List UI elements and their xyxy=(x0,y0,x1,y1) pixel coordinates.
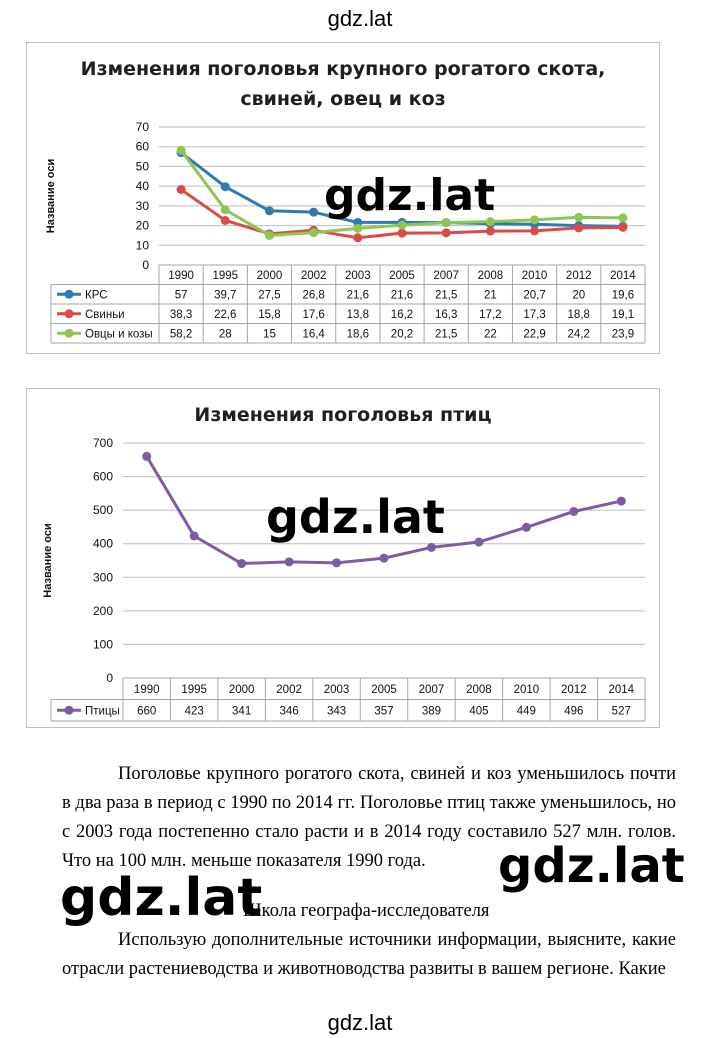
data-point xyxy=(530,226,539,235)
data-point xyxy=(221,182,230,191)
y-axis-title: Название оси xyxy=(42,523,54,598)
data-label: 28 xyxy=(218,328,232,341)
x-tick-label: 2012 xyxy=(561,683,587,696)
x-tick-label: 2007 xyxy=(418,683,445,696)
x-tick-label: 2008 xyxy=(477,269,504,282)
x-tick-label: 1990 xyxy=(133,683,160,696)
legend-marker xyxy=(65,309,74,318)
x-tick-label: 2003 xyxy=(323,683,350,696)
x-tick-label: 2010 xyxy=(513,683,540,696)
data-label: 16,4 xyxy=(302,328,325,341)
data-label: 21,6 xyxy=(346,289,370,302)
data-point xyxy=(353,224,362,233)
x-tick-label: 1995 xyxy=(212,269,239,282)
data-label: 20 xyxy=(572,289,586,302)
y-tick-label: 100 xyxy=(92,637,113,652)
data-point xyxy=(177,185,186,194)
birds-chart-panel xyxy=(26,388,660,728)
data-label: 389 xyxy=(421,705,442,718)
birds-chart-title: Изменения поголовья птиц xyxy=(194,404,492,426)
data-point xyxy=(618,213,627,222)
data-point xyxy=(177,146,186,155)
y-tick-label: 70 xyxy=(135,120,149,134)
data-label: 27,5 xyxy=(258,289,281,302)
y-tick-label: 0 xyxy=(106,671,113,685)
x-tick-label: 2014 xyxy=(610,269,636,282)
legend-marker xyxy=(65,329,74,338)
data-label: 22,9 xyxy=(523,328,546,341)
x-tick-label: 2005 xyxy=(389,269,415,282)
data-point xyxy=(265,206,274,215)
task-paragraph xyxy=(62,926,676,984)
data-point xyxy=(398,221,407,230)
legend-marker xyxy=(65,290,74,299)
y-tick-label: 60 xyxy=(135,139,149,154)
data-point xyxy=(142,452,151,461)
legend-label: Птицы xyxy=(85,705,120,718)
data-label: 13,8 xyxy=(346,308,370,321)
y-tick-label: 50 xyxy=(135,159,149,174)
data-label: 19,6 xyxy=(611,289,635,302)
x-tick-label: 2014 xyxy=(608,683,635,696)
data-label: 22 xyxy=(483,328,497,341)
data-point xyxy=(474,538,483,547)
data-label: 17,2 xyxy=(479,308,502,321)
watermark-text-left: gdz.lat xyxy=(60,868,263,928)
data-point xyxy=(569,507,578,516)
y-tick-label: 30 xyxy=(135,198,149,213)
x-tick-label: 2002 xyxy=(276,683,302,696)
data-label: 24,2 xyxy=(567,328,590,341)
data-label: 21,5 xyxy=(434,289,458,302)
data-label: 20,7 xyxy=(523,289,546,302)
data-label: 20,2 xyxy=(390,328,414,341)
y-tick-label: 300 xyxy=(92,570,113,585)
data-label: 21 xyxy=(483,289,497,302)
x-tick-label: 1995 xyxy=(181,683,207,696)
data-label: 21,5 xyxy=(434,328,458,341)
x-tick-label: 2012 xyxy=(565,269,592,282)
legend-label: Овцы и козы xyxy=(85,328,153,341)
data-point xyxy=(309,208,318,217)
y-tick-label: 700 xyxy=(92,436,113,450)
data-label: 17,3 xyxy=(523,308,546,321)
task-text: Использую дополнительные источники информации, выясните, какие отрасли растениеводства и животноводства развиты в вашем регионе. Какие xyxy=(62,930,676,979)
section-heading: Школа географа-исследователя xyxy=(243,901,490,921)
data-point xyxy=(353,233,362,242)
data-point xyxy=(530,215,539,224)
data-point xyxy=(574,213,583,222)
data-label: 38,3 xyxy=(169,308,193,321)
y-tick-label: 10 xyxy=(135,238,149,253)
data-point xyxy=(617,497,626,506)
data-point xyxy=(237,559,246,568)
x-tick-label: 2010 xyxy=(521,269,548,282)
y-tick-label: 0 xyxy=(142,258,149,272)
x-tick-label: 2000 xyxy=(256,269,283,282)
watermark-text-right: gdz.lat xyxy=(498,838,685,894)
x-tick-label: 2003 xyxy=(345,269,371,282)
site-watermark-top: gdz.lat xyxy=(327,6,393,31)
data-label: 341 xyxy=(232,705,252,718)
site-watermark-bottom: gdz.lat xyxy=(327,1010,393,1035)
data-point xyxy=(486,227,495,236)
data-label: 405 xyxy=(469,705,489,718)
data-label: 346 xyxy=(279,705,299,718)
legend-marker xyxy=(65,706,74,715)
data-label: 15,8 xyxy=(258,308,281,321)
data-point xyxy=(332,558,341,567)
conclusion-text: Поголовье крупного рогатого скота, свиней и коз уменьшилось почти в два раза в период с 1990 по 2014 гг. Поголовье птиц также уменьшилось, но с 2003 года постепенно стало расти и в 2014 году составило 527 млн. голов. Что на 100 млн. меньше показателя 1990 года. xyxy=(62,764,676,871)
data-label: 343 xyxy=(326,705,347,718)
y-tick-label: 20 xyxy=(135,218,149,233)
data-label: 58,2 xyxy=(169,328,193,341)
x-tick-label: 2002 xyxy=(300,269,327,282)
data-point xyxy=(618,223,627,232)
y-tick-label: 400 xyxy=(92,536,113,551)
legend-label: КРС xyxy=(85,289,108,302)
y-tick-label: 200 xyxy=(92,603,113,618)
data-label: 357 xyxy=(374,705,394,718)
data-label: 496 xyxy=(564,705,584,718)
birds-chart-svg xyxy=(27,389,659,727)
data-label: 527 xyxy=(611,705,631,718)
livestock-chart-title-line2: свиней, овец и коз xyxy=(240,88,446,110)
data-point xyxy=(285,557,294,566)
data-label: 16,2 xyxy=(390,308,414,321)
data-label: 39,7 xyxy=(214,289,237,302)
x-tick-label: 2000 xyxy=(228,683,255,696)
data-point xyxy=(442,228,451,237)
y-axis-title: Название оси xyxy=(45,158,57,234)
data-label: 449 xyxy=(516,705,536,718)
data-label: 57 xyxy=(174,289,188,302)
data-label: 21,6 xyxy=(390,289,414,302)
y-tick-label: 600 xyxy=(92,469,113,484)
data-point xyxy=(398,229,407,238)
data-point xyxy=(309,228,318,237)
data-point xyxy=(427,543,436,552)
data-label: 17,6 xyxy=(302,308,325,321)
x-tick-label: 2005 xyxy=(371,683,397,696)
data-label: 15 xyxy=(263,328,276,341)
data-label: 423 xyxy=(184,705,204,718)
y-tick-label: 500 xyxy=(92,503,113,518)
watermark-chart2: gdz.lat xyxy=(266,490,445,544)
data-label: 660 xyxy=(137,705,157,718)
data-label: 18,8 xyxy=(567,308,590,321)
x-tick-label: 2007 xyxy=(433,269,459,282)
x-tick-label: 2008 xyxy=(466,683,492,696)
data-point xyxy=(380,554,389,563)
data-point xyxy=(221,216,230,225)
data-label: 22,6 xyxy=(214,308,237,321)
data-label: 23,9 xyxy=(611,328,635,341)
data-point xyxy=(574,223,583,232)
data-label: 18,6 xyxy=(346,328,370,341)
legend-label: Свиньи xyxy=(85,308,125,321)
data-label: 19,1 xyxy=(611,308,635,321)
x-tick-label: 1990 xyxy=(168,269,194,282)
data-label: 26,8 xyxy=(302,289,325,302)
data-label: 16,3 xyxy=(434,308,458,321)
y-tick-label: 40 xyxy=(135,179,149,194)
data-point xyxy=(221,205,230,214)
data-point xyxy=(190,531,199,540)
data-point xyxy=(522,523,531,532)
livestock-chart-title-line1: Изменения поголовья крупного рогатого скота, xyxy=(80,58,606,80)
data-point xyxy=(265,231,274,240)
watermark-chart1: gdz.lat xyxy=(324,170,496,221)
